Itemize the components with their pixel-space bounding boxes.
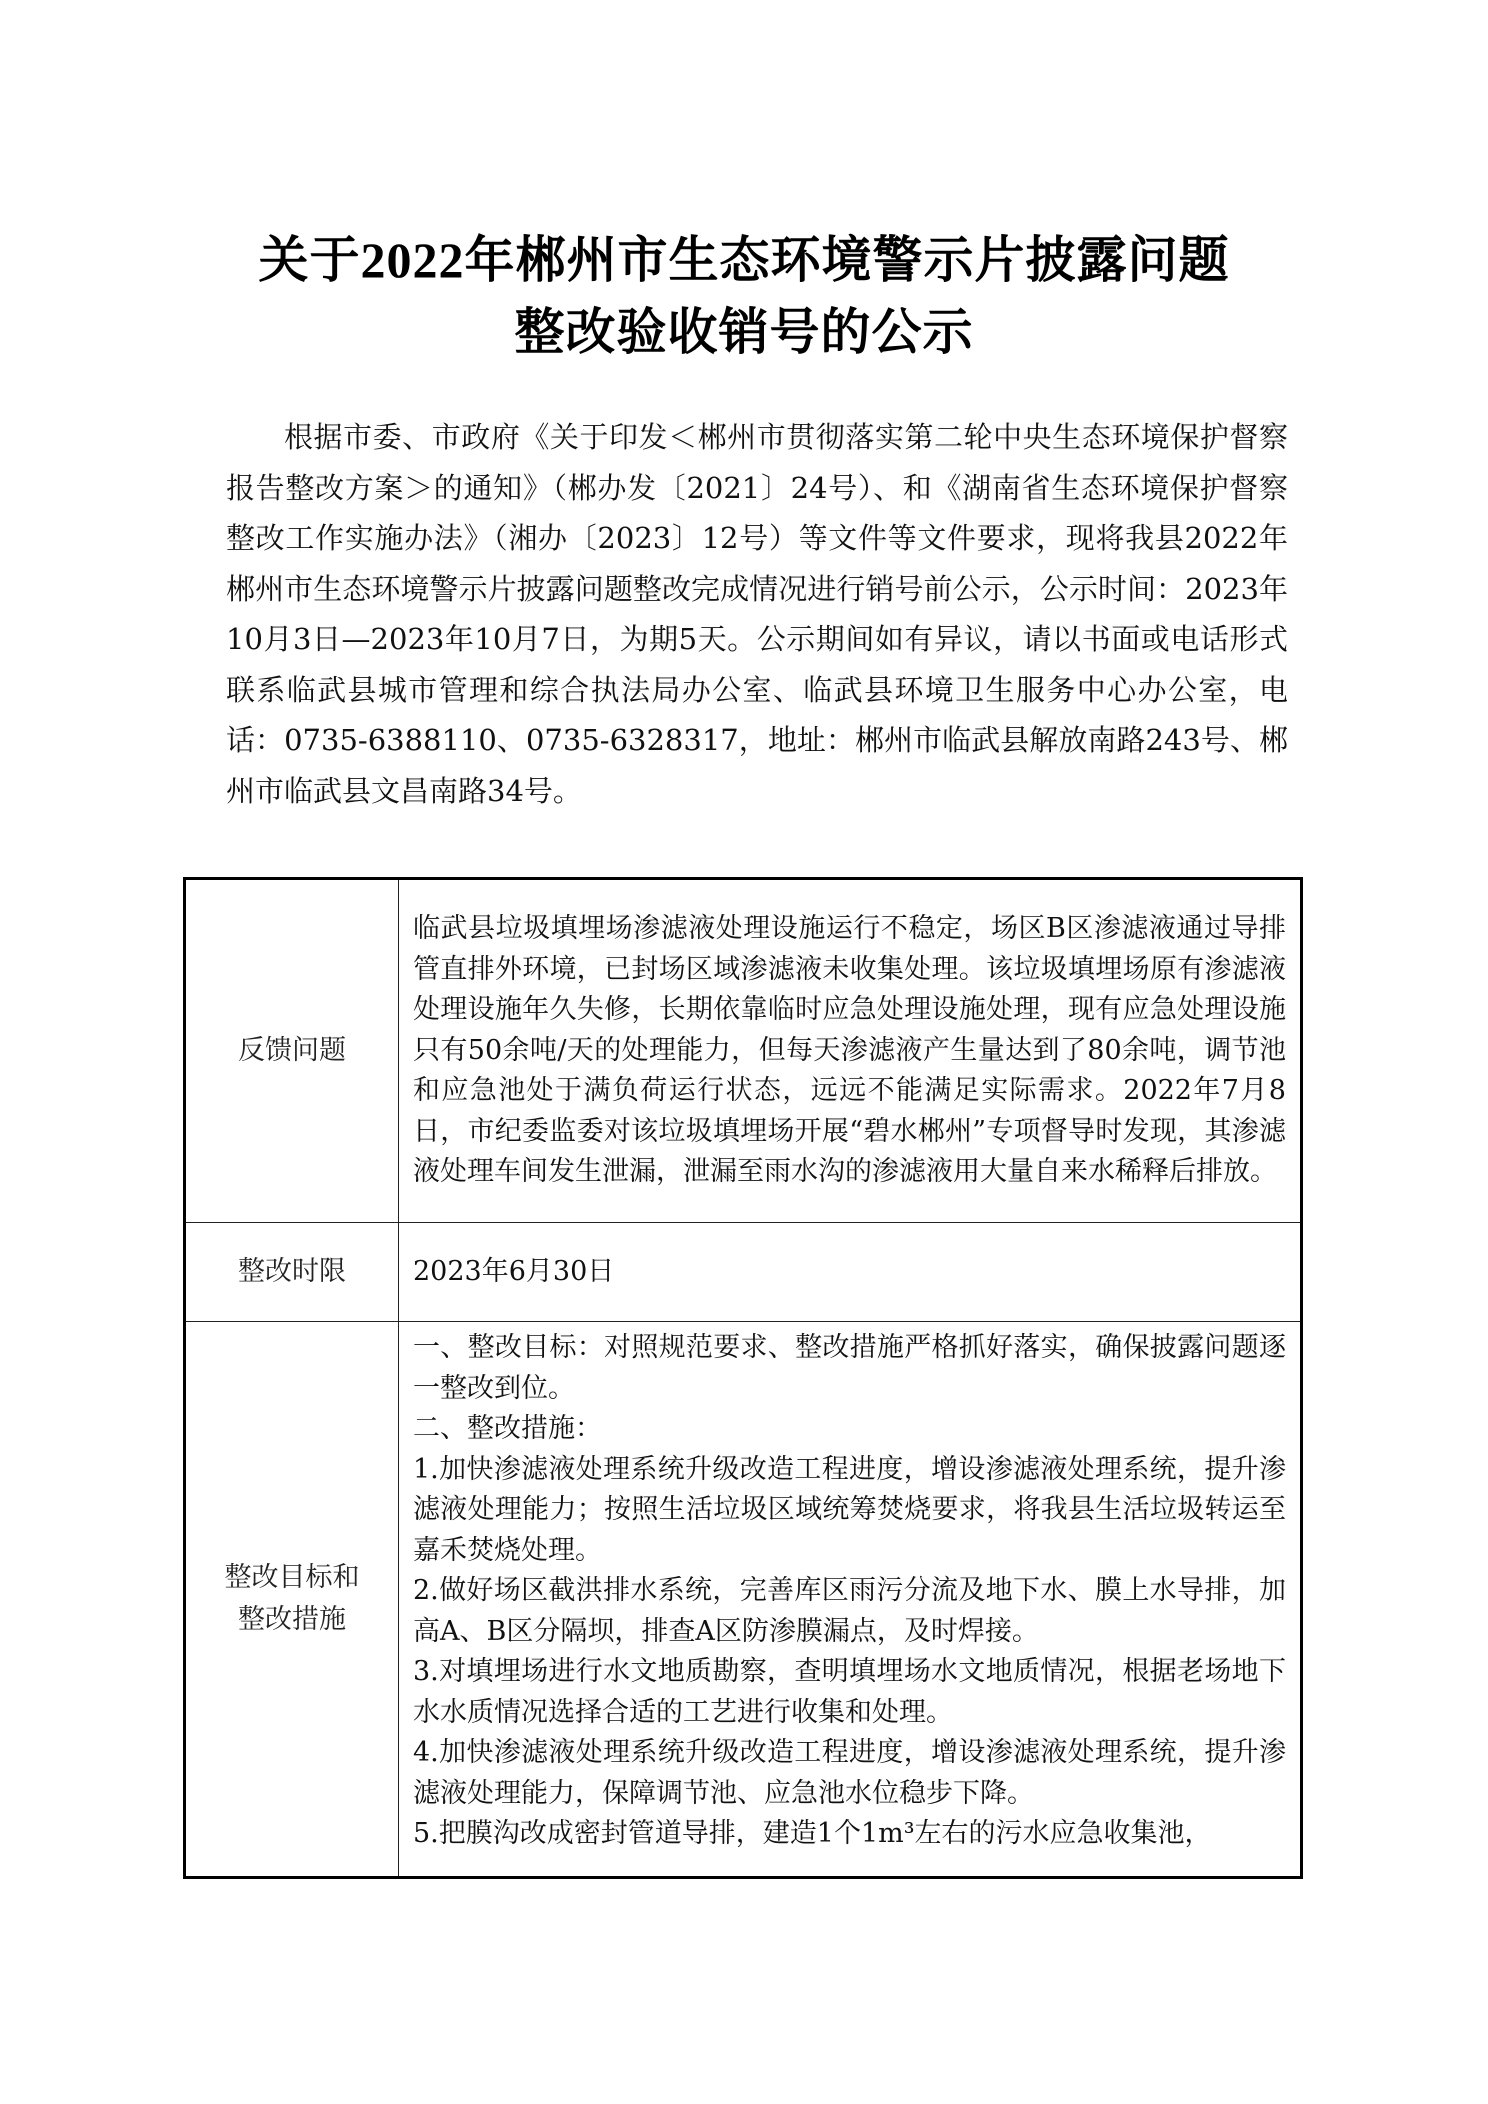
row-label-deadline: 整改时限 xyxy=(185,1223,399,1322)
measure-item-1: 1.加快渗滤液处理系统升级改造工程进度，增设渗滤液处理系统，提升渗滤液处理能力；按照生活垃圾区域统筹焚烧要求，将我县生活垃圾转运至嘉禾焚烧处理。 xyxy=(413,1453,1286,1566)
table-row-goals-measures xyxy=(185,1322,1302,1878)
measure-item-5: 5.把膜沟改成密封管道导排，建造1个1m³左右的污水应急收集池， xyxy=(413,1818,1212,1849)
document-title-line-1: 关于2022年郴州市生态环境警示片披露问题 xyxy=(258,232,1230,288)
goals-measures-content xyxy=(399,1322,1302,1878)
feedback-issue-content: 临武县垃圾填埋场渗滤液处理设施运行不稳定，场区B区渗滤液通过导排管直排外环境，已封场区域渗滤液未收集处理。该垃圾填埋场原有渗滤液处理设施年久失修，长期依靠临时应急处理设施处理，现有应急处理设施只有50余吨/天的处理能力，但每天渗滤液产生量达到了80余吨，调节池和应急池处于满负荷运行状态，远远不能满足实际需求。2022年7月8日，市纪委监委对该垃圾填埋场开展“碧水郴州”专项督导时发现，其渗滤液处理车间发生泄漏，泄漏至雨水沟的渗滤液用大量自来水稀释后排放。 xyxy=(399,879,1302,1223)
table-row-feedback xyxy=(185,879,1302,1223)
measure-item-3: 3.对填埋场进行水文地质勘察，查明填埋场水文地质情况，根据老场地下水水质情况选择合适的工艺进行收集和处理。 xyxy=(413,1656,1286,1728)
table-row-deadline xyxy=(185,1223,1302,1322)
label-line-1: 整改目标和 xyxy=(224,1562,360,1593)
measures-heading: 二、整改措施： xyxy=(413,1413,602,1444)
document-title-line-2: 整改验收销号的公示 xyxy=(514,304,974,360)
notice-body-paragraph: 根据市委、市政府《关于印发＜郴州市贯彻落实第二轮中央生态环境保护督察报告整改方案＞的通知》（郴办发〔2021〕24号）、和《湖南省生态环境保护督察整改工作实施办法》（湘办〔2023〕12号）等文件等文件要求，现将我县2022年郴州市生态环境警示片披露问题整改完成情况进行销号前公示，公示时间：2023年10月3日—2023年10月7日，为期5天。公示期间如有异议，请以书面或电话形式联系临武县城市管理和综合执法局办公室、临武县环境卫生服务中心办公室，电话：0735-6388110、0735-6328317，地址：郴州市临武县解放南路243号、郴州市临武县文昌南路34号。 xyxy=(226,420,1288,808)
label-line-2: 整改措施 xyxy=(238,1604,346,1635)
rectification-table xyxy=(183,877,1303,1879)
row-label-goals-measures xyxy=(185,1322,399,1878)
row-label-feedback-issue: 反馈问题 xyxy=(185,879,399,1223)
deadline-value: 2023年6月30日 xyxy=(399,1223,1302,1322)
measure-item-4: 4.加快渗滤液处理系统升级改造工程进度，增设渗滤液处理系统，提升渗滤液处理能力，保障调节池、应急池水位稳步下降。 xyxy=(413,1737,1286,1809)
measure-item-2: 2.做好场区截洪排水系统，完善库区雨污分流及地下水、膜上水导排，加高A、B区分隔坝，排查A区防渗膜漏点，及时焊接。 xyxy=(413,1575,1286,1647)
goal-paragraph: 一、整改目标：对照规范要求、整改措施严格抓好落实，确保披露问题逐一整改到位。 xyxy=(413,1332,1286,1404)
